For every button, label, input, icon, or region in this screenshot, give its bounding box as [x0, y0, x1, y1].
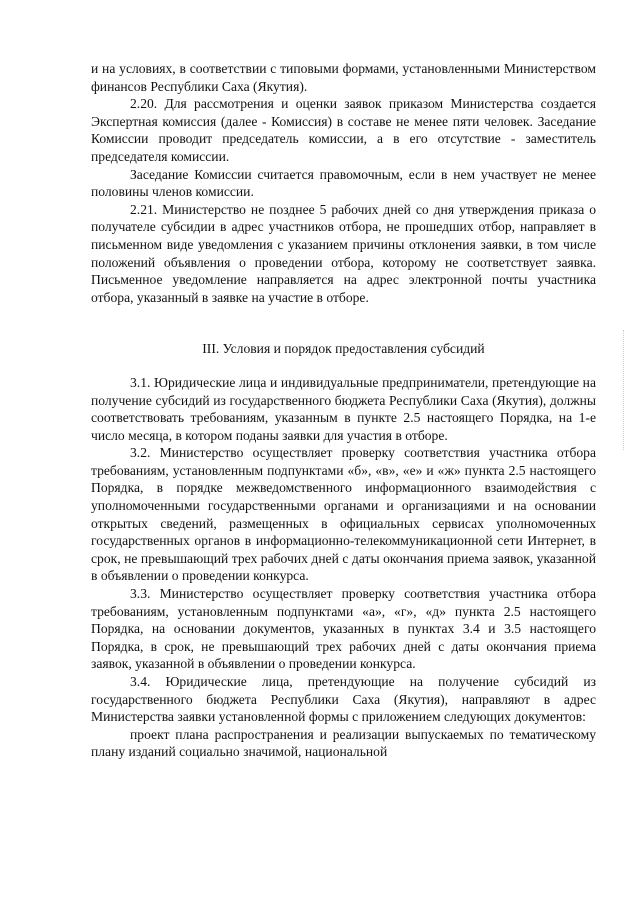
document-body: [91, 60, 596, 761]
scan-edge-mark: [622, 330, 624, 450]
paragraph-3-3: 3.3. Министерство осуществляет проверку соответствия участника отбора требованиям, установленным подпунктами «а», «г», «д» пункта 2.5 настоящего Порядка, на основании документов, указанных в пунктах 3.4 и 3.5 настоящего Порядка, в срок, не превышающий трех рабочих дней с даты окончания приема заявок, указанной в объявлении о проведении конкурса.: [91, 586, 596, 672]
paragraph-continuation: и на условиях, в соответствии с типовыми формами, установленными Министерством финансов Республики Саха (Якутия).: [91, 61, 596, 94]
paragraph-2-21: 2.21. Министерство не позднее 5 рабочих дней со дня утверждения приказа о получателе субсидии в адрес участников отбора, не прошедших отбор, направляет в письменном виде уведомления с указанием причины отклонения заявки, в том числе положений объявления о проведении отбора, которому не соответствует заявка. Письменное уведомление направляется на адрес электронной почты участника отбора, указанный в заявке на участие в отборе.: [91, 201, 596, 305]
paragraph-3-4: 3.4. Юридические лица, претендующие на получение субсидий из государственного бюджета Республики Саха (Якутия), направляют в адрес Министерства заявки установленной формы с приложением следующих документов:: [91, 674, 596, 725]
paragraph-quorum: Заседание Комиссии считается правомочным, если в нем участвует не менее половины членов комиссии.: [91, 166, 596, 200]
paragraph-3-1: 3.1. Юридические лица и индивидуальные предприниматели, претендующие на получение субсидий из государственного бюджета Республики Саха (Якутия), должны соответствовать требованиям, указанным в пункте 2.5 настоящего Порядка, на 1-е число месяца, в котором поданы заявки для участия в отборе.: [91, 374, 596, 443]
paragraph-project: проект плана распространения и реализации выпускаемых по тематическому плану изданий социально значимой, национальной: [91, 726, 596, 760]
section-heading: III. Условия и порядок предоставления субсидий: [202, 341, 485, 357]
paragraph-3-2: 3.2. Министерство осуществляет проверку соответствия участника отбора требованиям, установленным подпунктами «б», «в», «е» и «ж» пункта 2.5 настоящего Порядка, в порядке межведомственного информационного взаимодействия с уполномоченными государственными органами и организациями и на основании открытых сведений, размещенных в официальных сервисах уполномоченных государственных органов в информационно-телекоммуникационной сети Интернет, в срок, не превышающий трех рабочих дней с даты окончания приема заявок, указанной в объявлении о проведении конкурса.: [91, 445, 596, 584]
paragraph-2-20: 2.20. Для рассмотрения и оценки заявок приказом Министерства создается Экспертная комиссия (далее - Комиссия) в составе не менее пяти человек. Заседание Комиссии проводит председатель комиссии, а в его отсутствие - заместитель председателя комиссии.: [91, 96, 596, 164]
